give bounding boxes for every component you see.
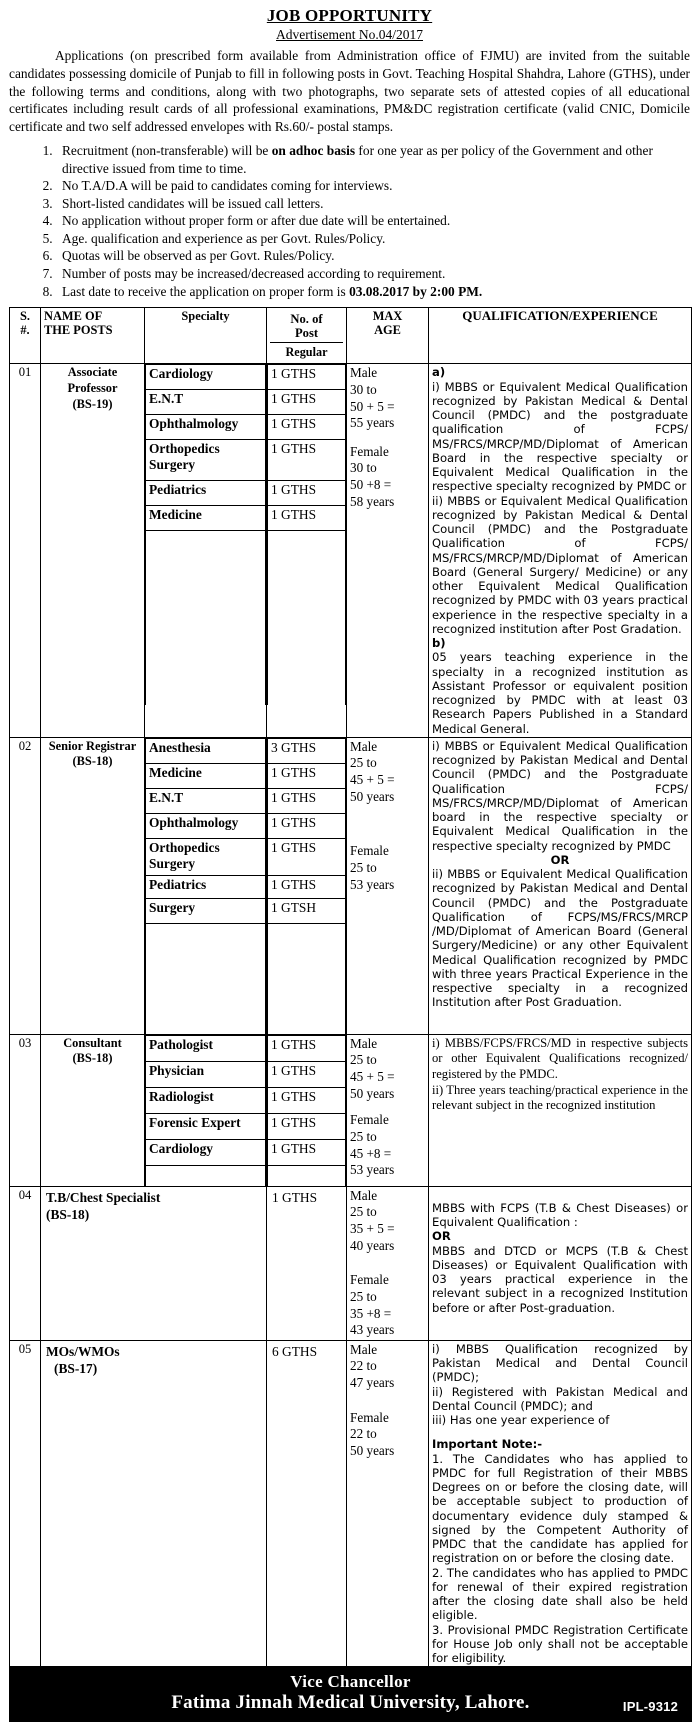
count-row xyxy=(268,1139,346,1165)
specialty-row xyxy=(146,813,266,838)
specialty-name-empty xyxy=(146,1165,266,1186)
count-row xyxy=(268,898,346,923)
post-title: Consultant xyxy=(63,1035,122,1050)
count-row xyxy=(268,875,346,898)
specialty-name: Pediatrics xyxy=(146,875,266,898)
term-text-pre: Last date to receive the application on proper form is xyxy=(62,283,350,299)
specialty-name: Medicine xyxy=(146,763,266,788)
term-text-pre: Age. qualification and experience as per Govt. Rules/Policy. xyxy=(62,230,386,246)
row-post-name xyxy=(41,737,145,1034)
row-specialty-list xyxy=(145,737,267,1034)
age-female-line: 30 to xyxy=(350,460,377,476)
specialty-row xyxy=(146,415,266,440)
row-post-count-list xyxy=(267,364,347,738)
row-post-count-list xyxy=(267,737,347,1034)
age-male-line: 35 + 5 = xyxy=(350,1221,395,1237)
count-row xyxy=(268,1113,346,1139)
max-age-line2: AGE xyxy=(374,323,401,338)
post-count: 1 GTSH xyxy=(268,898,346,923)
specialty-row xyxy=(146,1087,266,1113)
count-row xyxy=(268,1087,346,1113)
term-text-pre: Short-listed candidates will be issued call letters. xyxy=(62,195,324,211)
specialty-subtable xyxy=(145,738,266,1034)
table-header-row xyxy=(10,308,692,364)
serial-header-line1: S. xyxy=(20,309,30,324)
post-title: Senior Registrar xyxy=(48,738,137,753)
qualification-label-a: a) xyxy=(432,365,446,380)
post-count: 1 GTHS xyxy=(268,481,346,506)
important-note-1: 1. The Candidates who has applied to PMDC for full Registration of their MBBS Degrees on or before the closing date, will be acceptable subject to production of documentary evidence duly stamped & signed by the Competent Authority of PMDC that the candidate has applied for registration on or before the closing date. xyxy=(432,1451,688,1566)
no-of-post-line2: Post xyxy=(294,326,319,341)
count-row xyxy=(268,813,346,838)
age-female-line: 25 to xyxy=(350,1128,377,1144)
column-header-post-name xyxy=(41,308,145,364)
no-of-post-header-top xyxy=(270,309,343,343)
post-scale: (BS-19) xyxy=(72,396,113,411)
row-serial: 04 xyxy=(10,1186,41,1340)
specialty-row xyxy=(146,838,266,875)
specialty-name: Orthopedics Surgery xyxy=(146,838,266,875)
count-row xyxy=(268,1165,346,1186)
specialty-name: Anesthesia xyxy=(146,738,266,763)
post-scale: (BS-17) xyxy=(54,1360,98,1376)
column-header-serial xyxy=(10,308,41,364)
row-specialty-list xyxy=(145,364,267,738)
specialty-row xyxy=(146,1113,266,1139)
term-text-pre: Recruitment (non-transferable) will be xyxy=(62,143,272,159)
specialty-name: Cardiology xyxy=(146,365,266,390)
age-male-label: Male xyxy=(350,1341,378,1357)
no-of-post-line1: No. of xyxy=(290,312,323,327)
age-female-line: 53 years xyxy=(350,1162,395,1178)
specialty-row xyxy=(146,1035,266,1061)
qualification-item-iii: iii) Has one year experience of xyxy=(432,1413,610,1428)
age-male-line: 55 years xyxy=(350,415,395,431)
row-post-count: 6 GTHS xyxy=(267,1340,347,1667)
table-row xyxy=(10,364,692,738)
specialty-name: Physician xyxy=(146,1061,266,1087)
age-male-line: 22 to xyxy=(350,1358,377,1374)
qualification-item-ii: ii) Three years teaching/practical experience in the relevant subject in the recognized institution xyxy=(432,1082,688,1113)
post-count-empty xyxy=(268,1165,346,1186)
specialty-row xyxy=(146,788,266,813)
post-count-empty xyxy=(268,531,346,706)
row-max-age xyxy=(347,1186,429,1340)
qualification-item-i: i) MBBS or Equivalent Medical Qualification recognized by Pakistan Medical & Dental Council (PMDC) and the postgraduate qualification of FCPS/ MS/FRCS/MRCP/MD/Diplomat of American Board in the respective specialty or Equivalent Medical Qualification in the respective specialty recognized by PMDC or xyxy=(432,379,688,494)
post-title: MOs/WMOs xyxy=(46,1343,120,1359)
age-female-line: 53 years xyxy=(350,876,395,892)
age-male-label: Male xyxy=(350,365,378,381)
row-post-count: 1 GTHS xyxy=(267,1186,347,1340)
row-max-age xyxy=(347,1340,429,1667)
age-male-line: 45 + 5 = xyxy=(350,772,395,788)
specialty-row xyxy=(146,440,266,481)
post-name-header-line1: NAME OF xyxy=(44,309,103,324)
row-serial: 05 xyxy=(10,1340,41,1667)
qualification-item-ii: ii) MBBS or Equivalent Medical Qualification recognized by Pakistan Medical and Dental Council (PMDC) and the Postgraduate Qualification of FCPS/MS/FRCS/MRCP /MD/Diplomat of American Board (General Surgery/Medicine) or any other Equivalent Medical Qualification recognized by PMDC with three years Practical Experience in the respective specialty in a recognized Institution after Post Graduation. xyxy=(432,867,688,1010)
qualification-or-separator: OR xyxy=(432,1229,451,1244)
post-count: 1 GTHS xyxy=(268,506,346,531)
post-count: 1 GTHS xyxy=(268,875,346,898)
specialty-row xyxy=(146,763,266,788)
age-female-label: Female xyxy=(350,443,389,459)
row-qualification xyxy=(429,364,692,738)
age-male-line: 50 + 5 = xyxy=(350,398,395,414)
age-male-label: Male xyxy=(350,738,378,754)
specialty-name: Orthopedics Surgery xyxy=(146,440,266,481)
age-male-line: 25 to xyxy=(350,1204,377,1220)
row-post-name xyxy=(41,1340,267,1667)
age-female-label: Female xyxy=(350,1272,389,1288)
specialty-row xyxy=(146,481,266,506)
post-scale: (BS-18) xyxy=(46,1206,90,1222)
qualification-or-separator: OR xyxy=(550,852,570,867)
specialty-row xyxy=(146,531,266,706)
count-row xyxy=(268,763,346,788)
row-post-name xyxy=(41,364,145,738)
count-row xyxy=(268,738,346,763)
row-qualification xyxy=(429,737,692,1034)
qualification-text-2: MBBS and DTCD or MCPS (T.B & Chest Diseases) or Equivalent Qualification with 03 years practical experience in the relevant subject in a recognized Institution before or after Post-graduation. xyxy=(432,1243,688,1315)
footer-reference-code: IPL-9312 xyxy=(622,1698,678,1714)
age-female-line: 25 to xyxy=(350,1288,377,1304)
age-female-line: 45 +8 = xyxy=(350,1145,392,1161)
post-count: 1 GTHS xyxy=(268,390,346,415)
footer-organization: Fatima Jinnah Medical University, Lahore. xyxy=(171,1692,530,1714)
row-max-age xyxy=(347,1034,429,1186)
post-count-empty xyxy=(268,923,346,1034)
list-item xyxy=(56,283,691,301)
terms-and-conditions-list xyxy=(8,142,691,300)
row-max-age xyxy=(347,737,429,1034)
specialty-name: Forensic Expert xyxy=(146,1113,266,1139)
specialty-row xyxy=(146,923,266,1034)
specialty-name: Ophthalmology xyxy=(146,813,266,838)
specialty-row xyxy=(146,506,266,531)
specialty-name-empty xyxy=(146,531,266,706)
table-row xyxy=(10,1034,692,1186)
post-count: 1 GTHS xyxy=(268,813,346,838)
age-female-line: 43 years xyxy=(350,1322,395,1338)
specialty-row xyxy=(146,390,266,415)
age-male-line: 25 to xyxy=(350,755,377,771)
post-count: 1 GTHS xyxy=(268,1061,346,1087)
specialty-name: Pediatrics xyxy=(146,481,266,506)
list-item xyxy=(56,265,691,283)
table-row xyxy=(10,737,692,1034)
row-post-name xyxy=(41,1034,145,1186)
specialty-name: Radiologist xyxy=(146,1087,266,1113)
term-text-bold: 03.08 xyxy=(349,283,380,299)
row-qualification xyxy=(429,1034,692,1186)
list-item xyxy=(56,212,691,230)
specialty-name: Cardiology xyxy=(146,1139,266,1165)
footer-banner xyxy=(9,1667,692,1721)
age-male-line: 30 to xyxy=(350,381,377,397)
list-item xyxy=(56,230,691,248)
count-row xyxy=(268,788,346,813)
specialty-name: Surgery xyxy=(146,898,266,923)
term-text-post: .2017 by 2:00 PM. xyxy=(379,283,483,299)
age-male-line: 47 years xyxy=(350,1375,395,1391)
column-header-specialty: Specialty xyxy=(145,308,267,364)
specialty-subtable xyxy=(145,1035,266,1186)
count-row xyxy=(268,1061,346,1087)
row-post-name xyxy=(41,1186,267,1340)
post-count: 1 GTHS xyxy=(268,1087,346,1113)
column-header-qualification: QUALIFICATION/EXPERIENCE xyxy=(429,308,692,364)
table-body xyxy=(10,364,692,1667)
post-name-header-line2: THE POSTS xyxy=(44,323,113,338)
post-count: 1 GTHS xyxy=(268,1035,346,1061)
specialty-row xyxy=(146,738,266,763)
table-row xyxy=(10,1186,692,1340)
specialty-name-empty xyxy=(146,923,266,1034)
qualification-item-i: i) MBBS Qualification recognized by Pakistan Medical and Dental Council (PMDC); xyxy=(432,1341,688,1385)
post-title: T.B/Chest Specialist xyxy=(46,1189,161,1205)
serial-header-line2: #. xyxy=(20,323,30,338)
list-item xyxy=(56,247,691,265)
specialty-row xyxy=(146,898,266,923)
age-female-line: 35 +8 = xyxy=(350,1305,392,1321)
post-count: 1 GTHS xyxy=(268,1139,346,1165)
important-note-heading: Important Note:- xyxy=(432,1437,543,1452)
qualification-item-ii: ii) MBBS or Equivalent Medical Qualification recognized by Pakistan Medical & Dental Council (PMDC) and the Postgraduate Qualification of FCPS/ MS/FRCS/MRCP/MD/Diplomat of American Board (General Surgery/ Medicine) or any other Equivalent Medical Qualification recognized by PMDC with 03 years practical experience in the respective specialty in a recognized institution after Post Gradation. xyxy=(432,493,688,636)
post-scale: (BS-18) xyxy=(72,1051,113,1066)
list-item xyxy=(56,195,691,213)
age-female-line: 50 years xyxy=(350,1442,395,1458)
count-row xyxy=(268,531,346,706)
specialty-name: E.N.T xyxy=(146,390,266,415)
age-female-label: Female xyxy=(350,1409,389,1425)
table-row xyxy=(10,1340,692,1667)
age-male-label: Male xyxy=(350,1187,378,1203)
term-text-pre: No application without proper form or after due date will be entertained. xyxy=(62,213,451,229)
max-age-line1: MAX xyxy=(372,309,403,324)
age-female-line: 58 years xyxy=(350,493,395,509)
count-row xyxy=(268,1035,346,1061)
row-serial: 03 xyxy=(10,1034,41,1186)
term-text-post: for one year as per policy of the Government and other directive issued from time to time. xyxy=(62,143,653,176)
count-row xyxy=(268,415,346,440)
term-text-bold: on adhoc basis xyxy=(271,143,356,159)
table-header xyxy=(10,308,692,364)
count-row xyxy=(268,838,346,875)
age-spacer xyxy=(350,1254,425,1272)
specialty-name: Medicine xyxy=(146,506,266,531)
row-max-age xyxy=(347,364,429,738)
specialty-subtable xyxy=(145,364,266,705)
age-female-line: 22 to xyxy=(350,1426,377,1442)
age-male-line: 25 to xyxy=(350,1052,377,1068)
age-spacer xyxy=(350,1102,425,1112)
age-female-label: Female xyxy=(350,843,389,859)
list-item xyxy=(56,177,691,195)
count-row xyxy=(268,365,346,390)
posts-table xyxy=(9,307,692,1667)
post-count: 1 GTHS xyxy=(268,365,346,390)
specialty-row xyxy=(146,365,266,390)
qualification-text-b: 05 years teaching experience in the specialty in a recognized institution as Assistant Professor or equivalent position recognized by PMDC with at least 03 Research Papers Published in a Standard Medical General. xyxy=(432,650,688,736)
term-text-pre: Quotas will be observed as per Govt. Rules/Policy. xyxy=(62,248,335,264)
age-spacer xyxy=(350,1392,425,1410)
age-female-line: 50 +8 = xyxy=(350,477,392,493)
count-subtable xyxy=(267,364,346,705)
post-count: 1 GTHS xyxy=(268,415,346,440)
age-female-line: 25 to xyxy=(350,859,377,875)
term-text-pre: Number of posts may be increased/decreased according to requirement. xyxy=(62,265,446,281)
column-header-no-of-post xyxy=(267,308,347,364)
important-note-3: 3. Provisional PMDC Registration Certificate for House Job only shall not be acceptable for eligibility. xyxy=(432,1622,688,1666)
post-scale: (BS-18) xyxy=(72,754,113,769)
count-subtable xyxy=(267,1035,346,1186)
row-serial: 01 xyxy=(10,364,41,738)
age-male-line: 45 + 5 = xyxy=(350,1069,395,1085)
qualification-label-b2: b) xyxy=(432,636,446,651)
row-post-count-list xyxy=(267,1034,347,1186)
age-male-line: 50 years xyxy=(350,1085,395,1101)
post-count: 3 GTHS xyxy=(268,738,346,763)
count-subtable xyxy=(267,738,346,1034)
age-male-line: 40 years xyxy=(350,1237,395,1253)
specialty-row xyxy=(146,1139,266,1165)
qualification-item-i: i) MBBS or Equivalent Medical Qualification recognized by Pakistan Medical and Dental Council (PMDC) and the Postgraduate Qualification FCPS/ MS/FRCS/MRCP/MD/Diplomat of American board in the respective specialty or Equivalent Medical Qualification in the respective specialty recognized by PMDC xyxy=(432,738,688,853)
page-title: JOB OPPORTUNITY xyxy=(266,6,433,25)
specialty-name: E.N.T xyxy=(146,788,266,813)
age-male-label: Male xyxy=(350,1035,378,1051)
row-qualification xyxy=(429,1340,692,1667)
important-note-2: 2. The candidates who has applied to PMDC for renewal of their expired registration after the closing date shall also be held eligible. xyxy=(432,1565,688,1623)
count-row xyxy=(268,390,346,415)
advertisement-number: Advertisement No.04/2017 xyxy=(276,27,423,42)
row-qualification xyxy=(429,1186,692,1340)
qualification-item-ii: ii) Registered with Pakistan Medical and Dental Council (PMDC); and xyxy=(432,1384,688,1413)
specialty-name: Pathologist xyxy=(146,1035,266,1061)
count-row xyxy=(268,440,346,481)
specialty-row xyxy=(146,1165,266,1186)
post-count: 1 GTHS xyxy=(268,763,346,788)
list-item xyxy=(56,142,691,177)
post-count: 1 GTHS xyxy=(268,440,346,481)
age-female-label: Female xyxy=(350,1112,389,1128)
specialty-name: Ophthalmology xyxy=(146,415,266,440)
row-serial: 02 xyxy=(10,737,41,1034)
count-row xyxy=(268,506,346,531)
post-count: 1 GTHS xyxy=(268,1113,346,1139)
post-count: 1 GTHS xyxy=(268,838,346,875)
no-of-post-header-regular: Regular xyxy=(285,345,328,360)
column-header-max-age xyxy=(347,308,429,364)
age-male-line: 50 years xyxy=(350,788,395,804)
row-specialty-list xyxy=(145,1034,267,1186)
specialty-row xyxy=(146,1061,266,1087)
count-row xyxy=(268,481,346,506)
intro-paragraph: Applications (on prescribed form available from Administration office of FJMU) are invited from the suitable candidates possessing domicile of Punjab to fill in following posts in Govt. Teaching Hospital Shahdra, Lahore (GTHS), under the following terms and conditions, along with two photographs, two separate sets of attested copies of all educational certificates including result cards of all professional examinations, PM&DC registration certificate (valid CNIC, Domicile certificate and two self addressed envelopes with Rs.60/- postal stamps. xyxy=(9,48,690,135)
age-spacer xyxy=(350,805,425,843)
post-count: 1 GTHS xyxy=(268,788,346,813)
footer-signatory: Vice Chancellor xyxy=(290,1672,411,1692)
qualification-text-1: MBBS with FCPS (T.B & Chest Diseases) or Equivalent Qualification : xyxy=(432,1200,688,1230)
specialty-row xyxy=(146,875,266,898)
age-spacer xyxy=(350,432,425,444)
post-title: Associate Professor xyxy=(67,365,118,395)
term-text-pre: No T.A/D.A will be paid to candidates coming for interviews. xyxy=(62,178,393,194)
qualification-item-i: i) MBBS/FCPS/FRCS/MD in respective subjects or other Equivalent Qualifications recognized/ registered by the PMDC. xyxy=(432,1035,688,1081)
count-row xyxy=(268,923,346,1034)
